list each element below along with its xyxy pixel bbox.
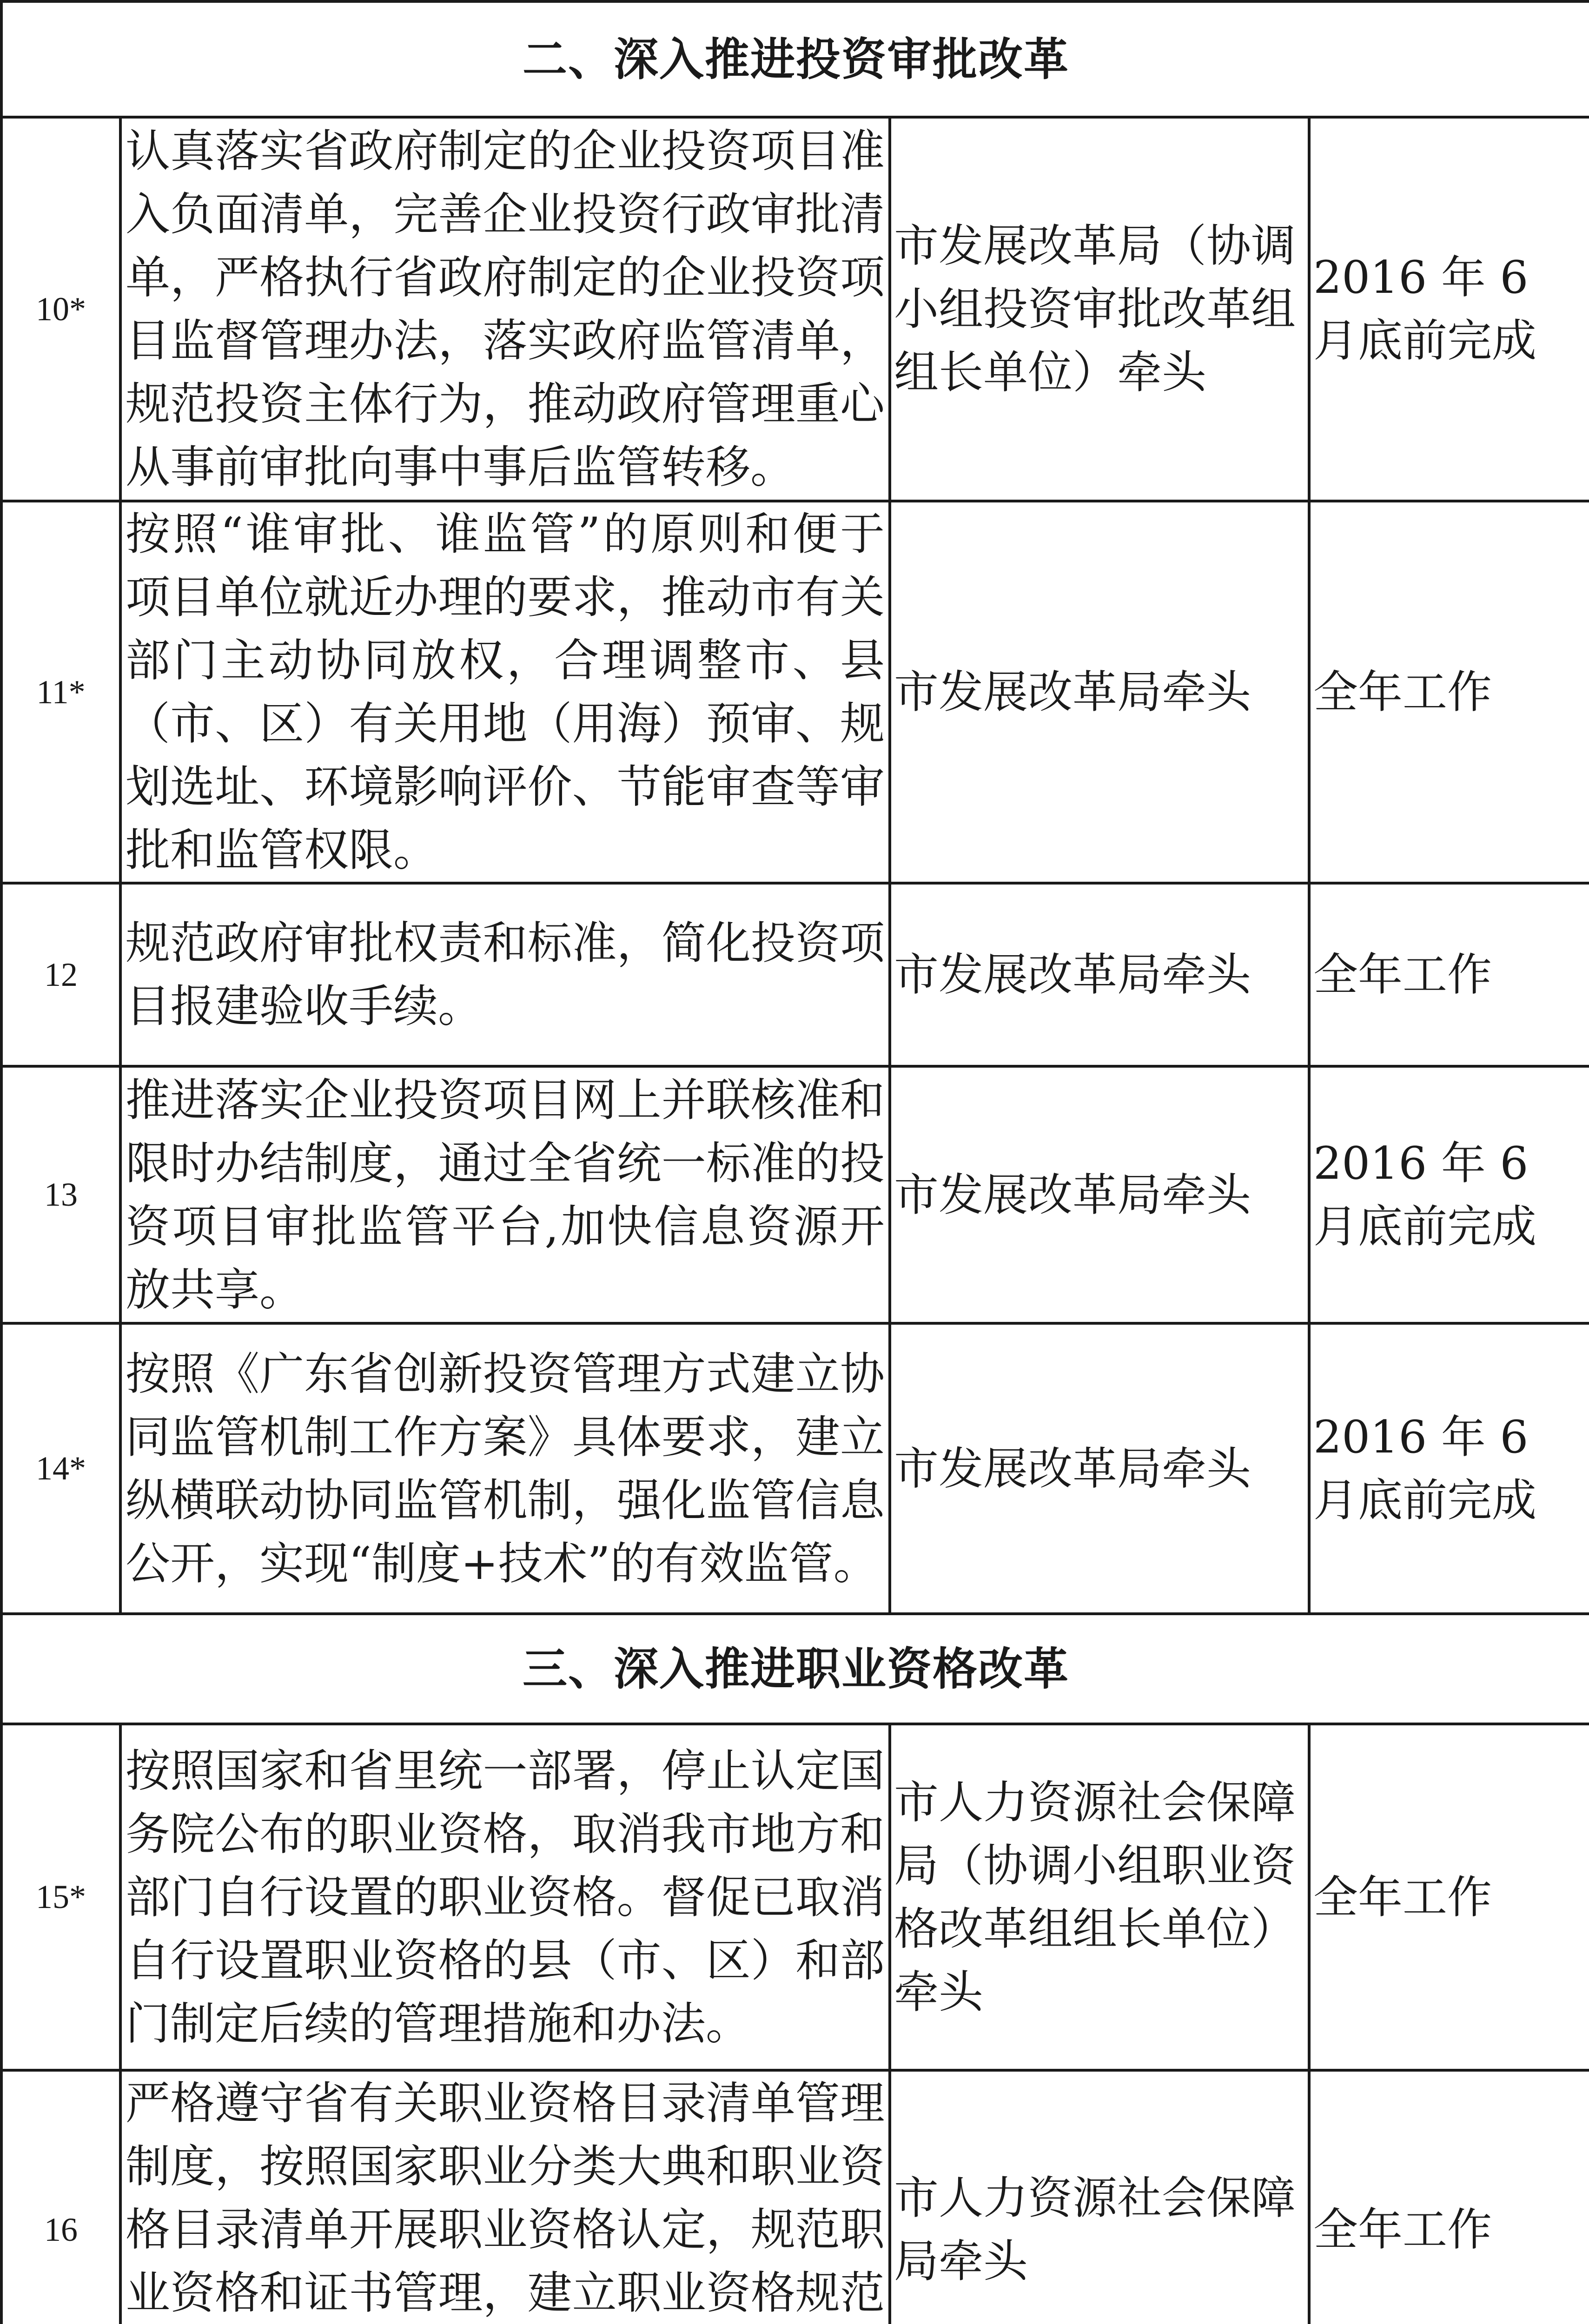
section-title: 二、深入推进投资审批改革	[1, 1, 1589, 117]
task-content: 按照国家和省里统一部署，停止认定国务院公布的职业资格，取消我市地方和部门自行设置的职业资格。督促已取消自行设置职业资格的县（市、区）和部门制定后续的管理措施和办法。	[120, 1724, 890, 2070]
responsible-dept: 市发展改革局牵头	[890, 1066, 1309, 1323]
table-row	[1, 117, 1589, 501]
section-header-row	[1, 1, 1589, 117]
table-row	[1, 1323, 1589, 1614]
item-number: 16	[1, 2070, 120, 2324]
deadline: 全年工作	[1309, 501, 1589, 883]
task-content: 推进落实企业投资项目网上并联核准和限时办结制度，通过全省统一标准的投资项目审批监管平台,加快信息资源开放共享。	[120, 1066, 890, 1323]
task-content: 严格遵守省有关职业资格目录清单管理制度，按照国家职业分类大典和职业资格目录清单开展职业资格认定，规范职业资格和证书管理，建立职业资格规范	[120, 2070, 890, 2324]
responsible-dept: 市发展改革局（协调小组投资审批改革组组长单位）牵头	[890, 117, 1309, 501]
responsible-dept: 市发展改革局牵头	[890, 1323, 1309, 1614]
table-row	[1, 883, 1589, 1066]
task-content: 规范政府审批权责和标准，简化投资项目报建验收手续。	[120, 883, 890, 1066]
task-content: 按照《广东省创新投资管理方式建立协同监管机制工作方案》具体要求，建立纵横联动协同监管机制，强化监管信息公开，实现“制度+技术”的有效监管。	[120, 1323, 890, 1614]
item-number: 11*	[1, 501, 120, 883]
item-number: 12	[1, 883, 120, 1066]
task-content: 按照“谁审批、谁监管”的原则和便于项目单位就近办理的要求，推动市有关部门主动协同放权，合理调整市、县（市、区）有关用地（用海）预审、规划选址、环境影响评价、节能审查等审批和监管权限。	[120, 501, 890, 883]
responsible-dept: 市发展改革局牵头	[890, 883, 1309, 1066]
section-header-row	[1, 1614, 1589, 1724]
table-row	[1, 1066, 1589, 1323]
responsible-dept: 市人力资源社会保障局（协调小组职业资格改革组组长单位）牵头	[890, 1724, 1309, 2070]
table-row	[1, 1724, 1589, 2070]
item-number: 15*	[1, 1724, 120, 2070]
deadline: 2016 年 6 月底前完成	[1309, 117, 1589, 501]
deadline: 全年工作	[1309, 1724, 1589, 2070]
deadline: 2016 年 6 月底前完成	[1309, 1066, 1589, 1323]
section-title: 三、深入推进职业资格改革	[1, 1614, 1589, 1724]
item-number: 14*	[1, 1323, 120, 1614]
responsible-dept: 市发展改革局牵头	[890, 501, 1309, 883]
item-number: 10*	[1, 117, 120, 501]
table-row	[1, 501, 1589, 883]
table-row	[1, 2070, 1589, 2324]
responsible-dept: 市人力资源社会保障局牵头	[890, 2070, 1309, 2324]
deadline: 2016 年 6 月底前完成	[1309, 1323, 1589, 1614]
deadline: 全年工作	[1309, 883, 1589, 1066]
deadline: 全年工作	[1309, 2070, 1589, 2324]
item-number: 13	[1, 1066, 120, 1323]
task-content: 认真落实省政府制定的企业投资项目准入负面清单，完善企业投资行政审批清单，严格执行省政府制定的企业投资项目监督管理办法，落实政府监管清单，规范投资主体行为，推动政府管理重心从事前审批向事中事后监管转移。	[120, 117, 890, 501]
